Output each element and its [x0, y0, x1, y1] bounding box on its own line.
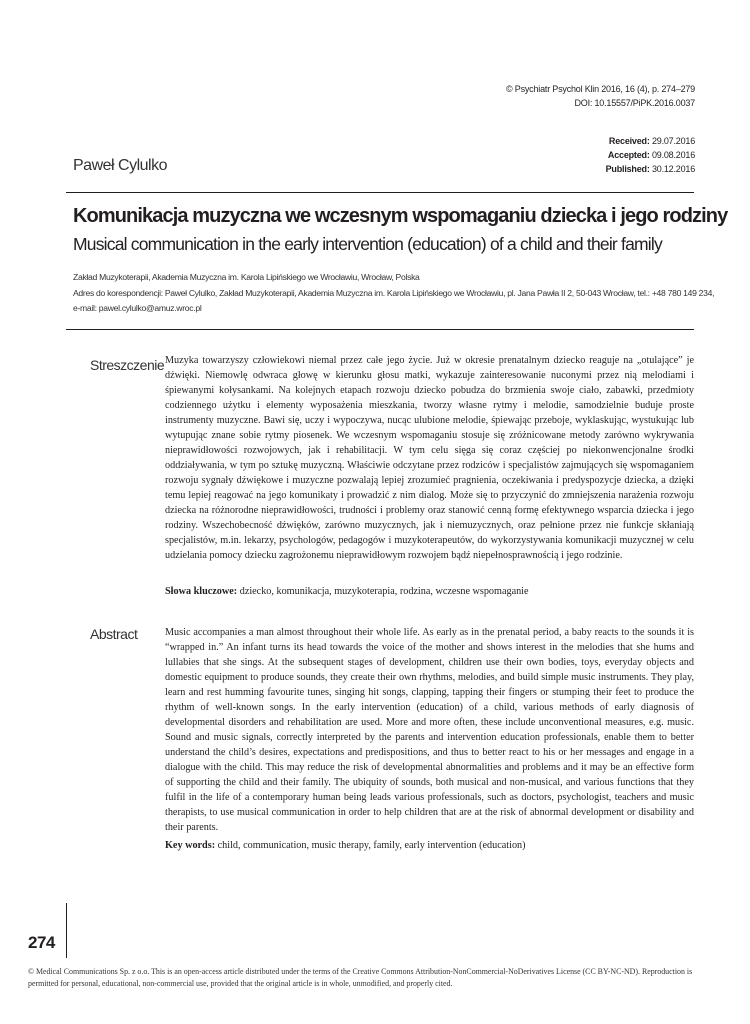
page-number: 274	[28, 933, 55, 952]
title-english: Musical communication in the early intervention (education) of a child and their family	[73, 234, 662, 254]
keywords-polish-values: dziecko, komunikacja, muzykoterapia, rodzina, wczesne wspomaganie	[239, 586, 529, 597]
correspondence-email: e-mail: pawel.cylulko@amuz.wroc.pl	[73, 303, 202, 313]
license-footer: © Medical Communications Sp. z o.o. This is an open-access article distributed under the terms of the Creative Commons Attribution-NonCommercial-NoDerivatives License (CC BY-NC-ND). Reproduction is permitted for personal, educational, non-commercial use, provided that the original article is in whole, unmodified, and properly cited.	[28, 967, 693, 988]
title-polish: Komunikacja muzyczna we wczesnym wspomaganiu dziecka i jego rodziny	[73, 205, 728, 227]
divider-middle	[66, 329, 694, 330]
abstract-heading: Abstract	[90, 626, 138, 642]
affiliation-line: Zakład Muzykoterapii, Akademia Muzyczna im. Karola Lipińskiego we Wrocławiu, Wrocław, Polska	[73, 272, 420, 282]
abstract-text: Music accompanies a man almost throughout their whole life. As early as in the prenatal period, a baby reacts to the sounds it is “wrapped in.” An infant turns its head towards the voice of the mother and shows interest in the melodies that she hums and lullabies that she sings. At the subsequent stages of development, children use their own bodies, toys, everyday objects and domestic equipment to produce sounds, they create their own rhythms, melodies, and build simple music instruments. They play, learn and rest humming favourite tunes, singing hit songs, clapping, tapping their fingers or stumping their feet to produce the rhythm of well-known songs. In the early intervention (education) of a child, various methods of early diagnosis of developmental disorders and rehabilitation are used. More and more often, these include unconventional measures, e.g. music. Sound and music signals, correctly interpreted by the parents and intervention education professionals, enable them to better understand the child’s desires, expectations and predispositions, and thus to better react to his or her messages and engage in a dialogue with the child. This may reduce the risk of developmental abnormalities and problems and it may be an effective form of supporting the child and their family. The ubiquity of sounds, both musical and non-musical, and various functions that they fulfil in the life of a contemporary human being leads various professionals, such as doctors, psychologist, teachers and music therapists, to use musical communication in order to help children that are at the risk of abnormal development or disability and their parents.	[165, 627, 694, 833]
divider-top	[66, 192, 694, 193]
citation-journal: © Psychiatr Psychol Klin 2016, 16 (4), p. 274–279	[506, 84, 695, 94]
streszczenie-text: Muzyka towarzyszy człowiekowi niemal przez całe jego życie. Już w okresie prenatalnym dziecko reaguje na „otulające” je dźwięki. Niemowlę odwraca głowę w kierunku głosu matki, wykazuje zainteresowanie nuconymi przez nią melodiami i śpiewanymi kołysankami. Na kolejnych etapach rozwoju dziecko pobudza do brzmienia swoje ciało, zabawki, przedmioty codziennego użytku i elementy wyposażenia mieszkania, tworzy własne rytmy i melodie, samodzielnie buduje proste instrumenty muzyczne. Bawi się, uczy i wypoczywa, nucąc ulubione melodie, śpiewając przeboje, wyklaskując, wystukując lub wytupując znane sobie rytmy piosenek. We wczesnym wspomaganiu stosuje się zróżnicowane metody zarówno wykrywania nieprawidłowości rozwojowych, jak i rehabilitacji. W tym celu sięga się coraz częściej po niekonwencjonalne środki oddziaływania, w tym po sztukę muzyczną. Właściwie odczytane przez rodziców i specjalistów zajmujących się wspomaganiem rozwoju sygnały dźwiękowe i muzyczne pozwalają lepiej zrozumieć pragnienia, oczekiwania i predyspozycje dziecka, a dzięki temu lepiej reagować na jego komunikaty i prowadzić z nim dialog. Może się to przyczynić do zmniejszenia narażenia rozwoju dziecka na różnorodne nieprawidłowości, trudności i problemy oraz stanowić cenną formę efektywnego wsparcia dziecka i jego rodziny. Wszechobecność dźwięków, zarówno muzycznych, jak i niemuzycznych, oraz pełnione przez nie funkcje skłaniają specjalistów, m.in. lekarzy, psychologów, pedagogów i muzykoterapeutów, do wykorzystywania komunikacji muzycznej w celu udzielania pomocy dziecku zagrożonemu nieprawidłowym rozwojem bądź niepełnosprawnością i jego rodzinie.	[165, 355, 694, 561]
affiliation-block	[73, 270, 714, 317]
citation-doi: DOI: 10.15557/PiPK.2016.0037	[574, 98, 695, 108]
author-name: Paweł Cylulko	[73, 157, 167, 174]
published-date: Published: 30.12.2016	[605, 164, 695, 174]
correspondence-address: Adres do korespondencji: Paweł Cylulko, Zakład Muzykoterapii, Akademia Muzyczna im. Karola Lipińskiego we Wrocławiu, pl. Jana Pawła II 2, 50-043 Wrocław, tel.: +48 780 149 234,	[73, 287, 715, 298]
received-date: Received: 29.07.2016	[608, 136, 695, 146]
keywords-english	[165, 840, 694, 851]
keywords-english-label: Key words:	[165, 840, 216, 851]
keywords-english-values: child, communication, music therapy, family, early intervention (education)	[217, 840, 526, 851]
keywords-polish-label: Słowa kluczowe:	[165, 586, 238, 597]
dates-block	[606, 134, 695, 176]
citation-block	[506, 82, 695, 110]
page-number-rule	[66, 903, 67, 958]
accepted-date: Accepted: 09.08.2016	[607, 150, 695, 160]
keywords-polish	[165, 586, 694, 597]
streszczenie-heading: Streszczenie	[90, 357, 165, 373]
